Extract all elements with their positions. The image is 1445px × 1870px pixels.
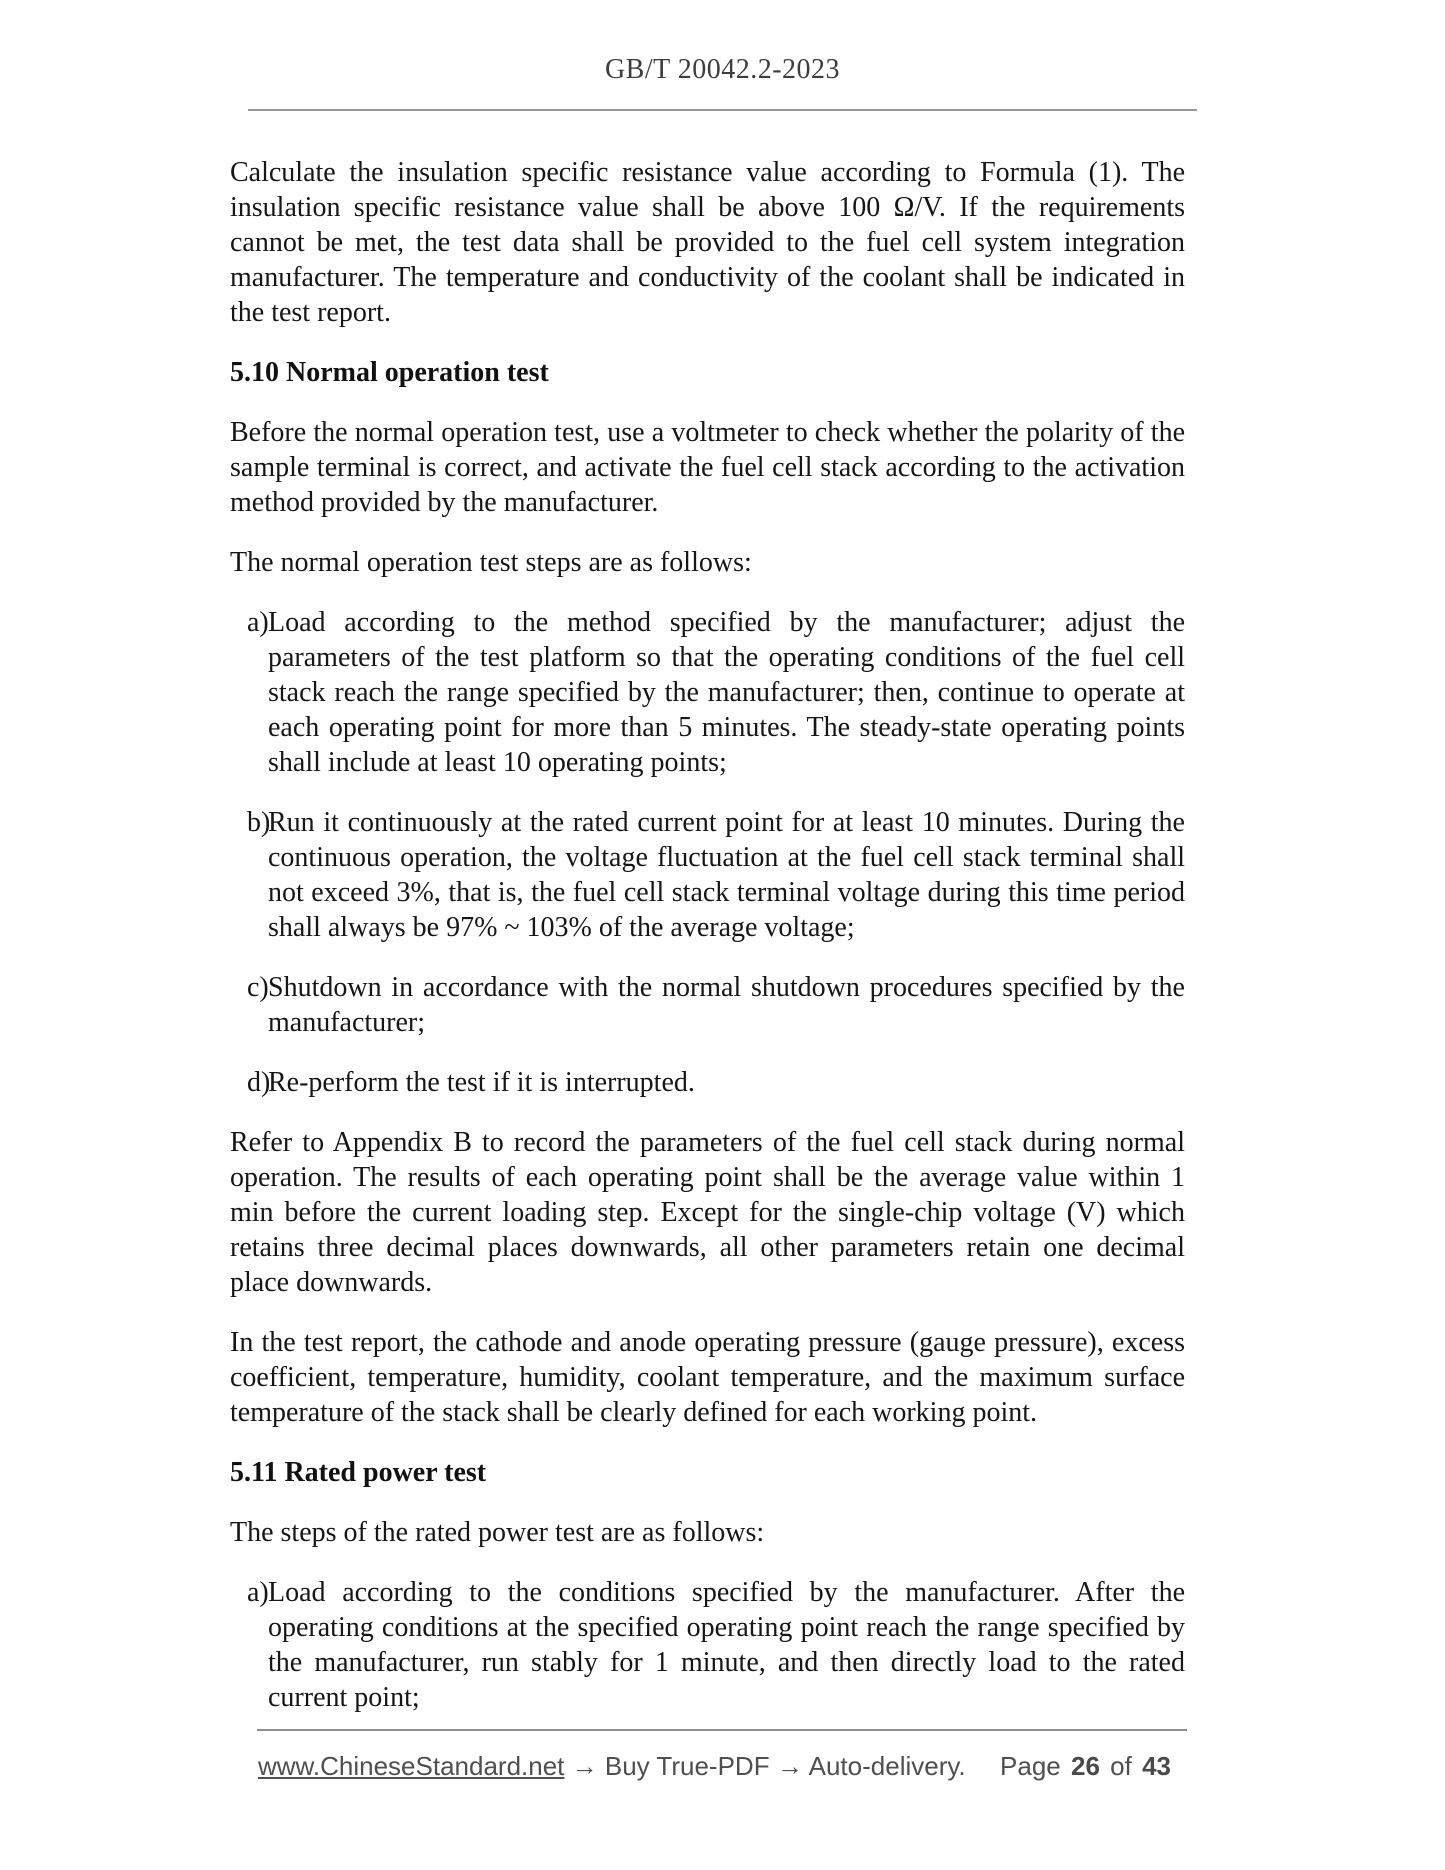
header-standard-number: GB/T 20042.2-2023 [604, 54, 841, 85]
paragraph-steps-intro-5-10: The normal operation test steps are as follows: [230, 547, 752, 578]
page-footer [258, 1750, 1174, 1782]
list-item-marker: b) [247, 807, 271, 838]
list-item-text: Run it continuously at the rated current point for at least 10 minutes. During the continuous operation, the voltage fluctuation at the fuel cell stack terminal shall not exceed 3%, that is, the fuel cell stack terminal voltage during this time period shall always be 97% ~ 103% of the average voltage; [268, 807, 1185, 943]
list-item-marker: d) [247, 1067, 271, 1098]
footer-source-line [258, 1750, 966, 1782]
list-item-d-5-10 [247, 1065, 1185, 1100]
paragraph-before-test: Before the normal operation test, use a voltmeter to check whether the polarity of the sample terminal is correct, and activate the fuel cell stack according to the activation method provided by the manufacturer. [230, 417, 1185, 518]
document-body [230, 87, 1185, 1715]
footer-divider [257, 1729, 1187, 1731]
paragraph-insulation-resistance: Calculate the insulation specific resistance value according to Formula (1). The insulation specific resistance value shall be above 100 Ω/V. If the requirements cannot be met, the test data shall be provided to the fuel cell system integration manufacturer. The temperature and conductivity of the coolant shall be indicated in the test report. [230, 157, 1185, 328]
section-heading-5-10: 5.10 Normal operation test [230, 357, 549, 388]
auto-delivery-text: Auto-delivery. [808, 1751, 966, 1781]
list-item-text: Shutdown in accordance with the normal shutdown procedures specified by the manufacturer; [268, 972, 1185, 1038]
list-item-a-5-11 [247, 1575, 1185, 1715]
website-link[interactable]: www.ChineseStandard.net [258, 1751, 565, 1781]
list-item-a-5-10 [247, 605, 1185, 780]
list-item-text: Load according to the method specified by the manufacturer; adjust the parameters of the test platform so that the operating conditions of the fuel cell stack reach the range specified by the manufacturer; then, continue to operate at each operating point for more than 5 minutes. The steady-state operating points shall include at least 10 operating points; [268, 607, 1185, 778]
arrow-icon: → [571, 1751, 598, 1781]
header-divider [248, 109, 1197, 111]
list-item-c-5-10 [247, 970, 1185, 1040]
list-item-marker: c) [247, 972, 269, 1003]
list-item-b-5-10 [247, 805, 1185, 945]
section-heading-5-11: 5.11 Rated power test [230, 1457, 487, 1488]
arrow-icon: → [776, 1751, 803, 1781]
paragraph-steps-intro-5-11: The steps of the rated power test are as follows: [230, 1517, 765, 1548]
buy-true-pdf-text: Buy True-PDF [604, 1751, 770, 1781]
paragraph-test-report: In the test report, the cathode and anode operating pressure (gauge pressure), excess coefficient, temperature, humidity, coolant temperature, and the maximum surface temperature of the stack shall be clearly defined for each working point. [230, 1327, 1185, 1428]
total-page-number: 43 [1142, 1751, 1171, 1781]
of-label: of [1110, 1751, 1132, 1781]
page-indicator [1000, 1750, 1174, 1782]
list-item-marker: a) [247, 1577, 269, 1608]
page-label: Page [1000, 1751, 1061, 1781]
list-item-marker: a) [247, 607, 269, 638]
current-page-number: 26 [1071, 1751, 1100, 1781]
list-item-text: Load according to the conditions specified by the manufacturer. After the operating conditions at the specified operating point reach the range specified by the manufacturer, run stably for 1 minute, and then directly load to the rated current point; [268, 1577, 1185, 1713]
list-item-text: Re-perform the test if it is interrupted. [268, 1067, 695, 1098]
paragraph-appendix-b: Refer to Appendix B to record the parameters of the fuel cell stack during normal operation. The results of each operating point shall be the average value within 1 min before the current loading step. Except for the single-chip voltage (V) which retains three decimal places downwards, all other parameters retain one decimal place downwards. [230, 1127, 1185, 1298]
